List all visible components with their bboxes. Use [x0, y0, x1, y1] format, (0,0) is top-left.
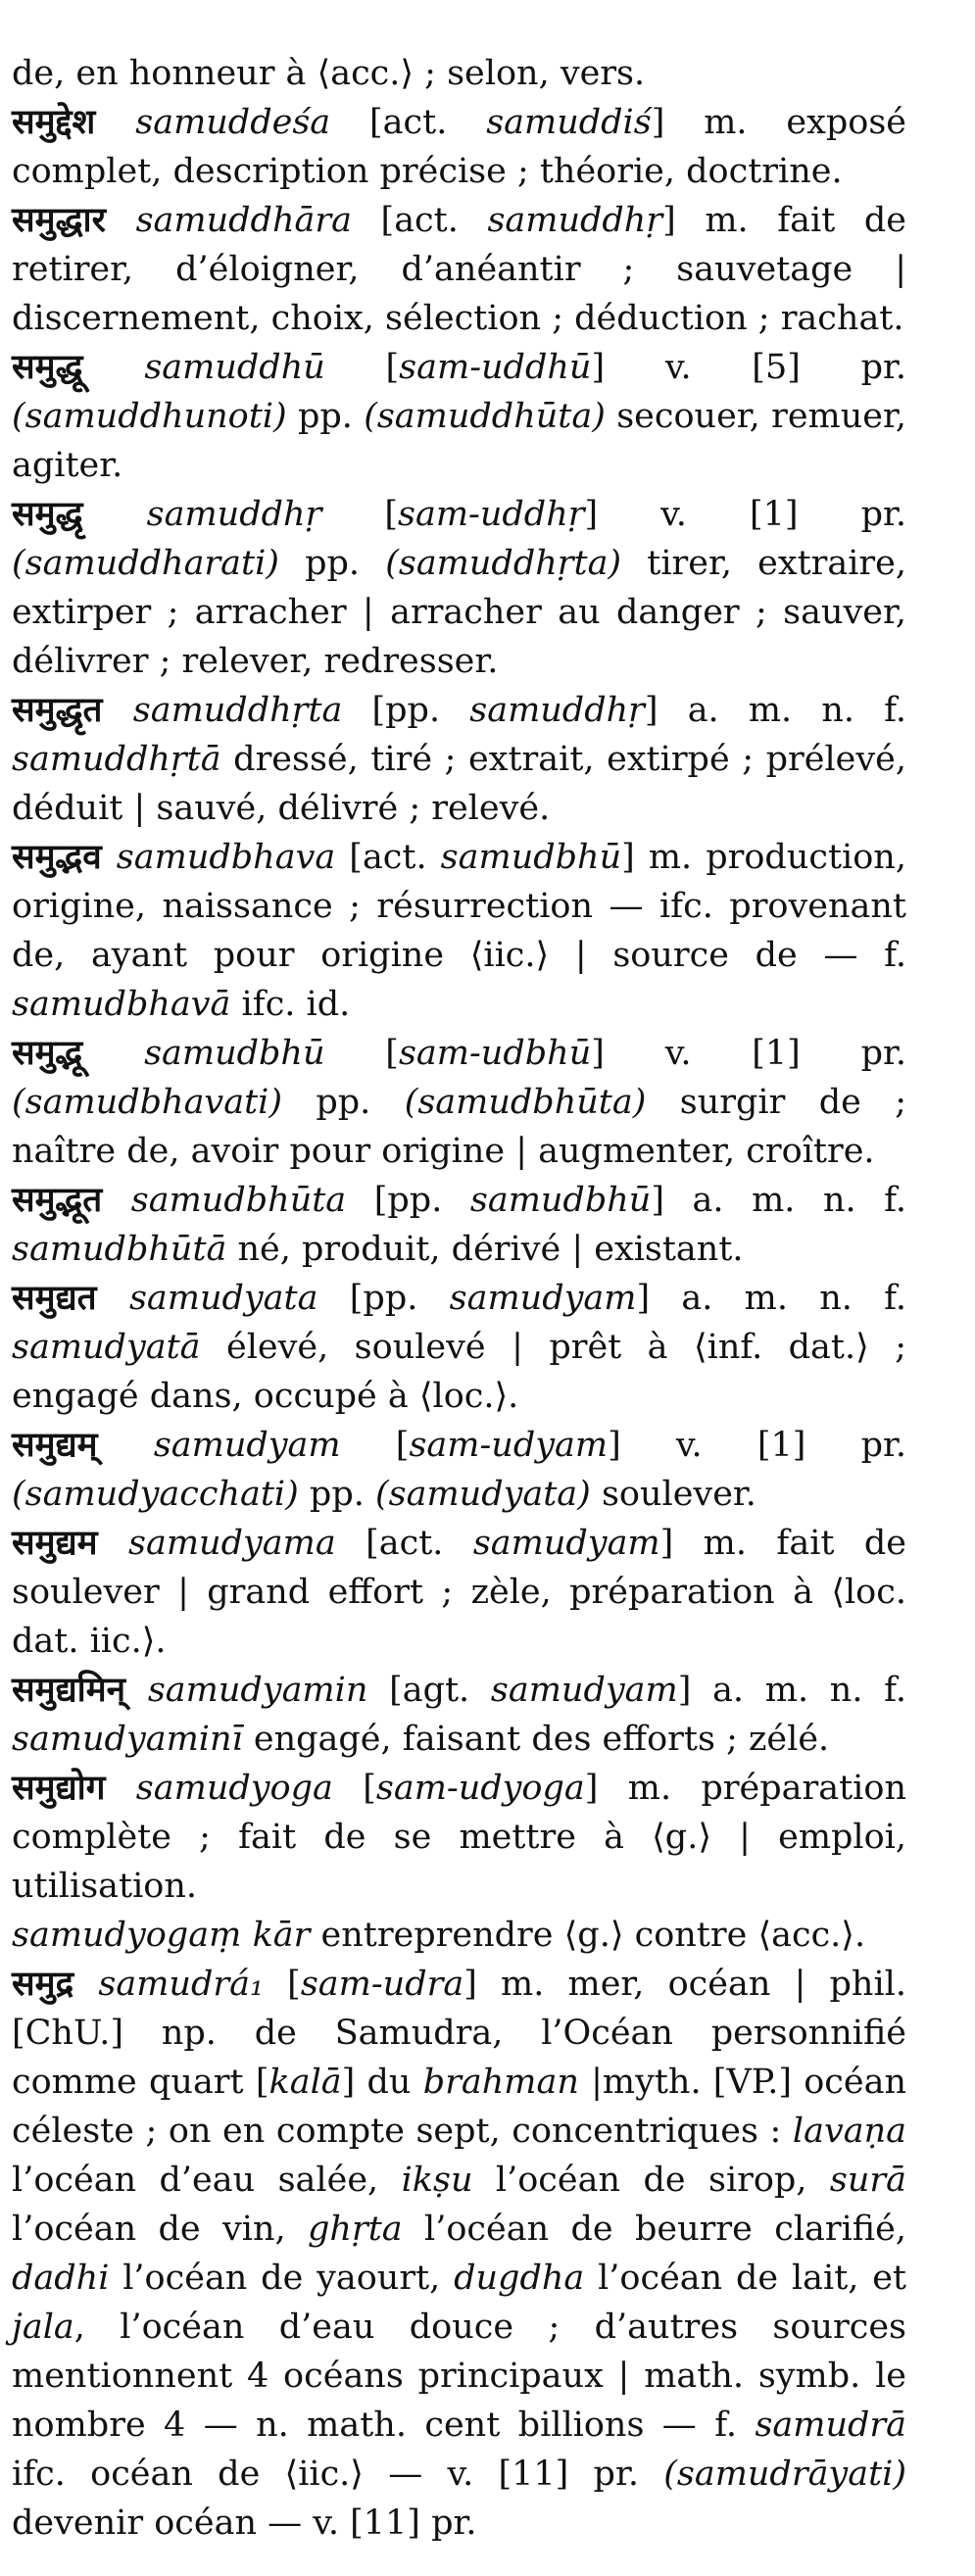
italic-term: ikṣu — [401, 2161, 473, 2200]
italic-term: samuddhṛ — [469, 691, 645, 730]
entry-text: pp. — [286, 397, 365, 436]
entry-text: ] m. production, origine, naissance ; résurrection — ifc. provenant de, ayant pour origine ⟨iic.⟩ | source de — f. — [12, 838, 906, 975]
entry-text: ] v. [1] pr. — [591, 1034, 907, 1073]
italic-term: samuddiś — [486, 103, 652, 142]
entry-text: devenir océan — v. [11] pr. — [12, 2503, 477, 2543]
italic-term: samudyata — [128, 1279, 318, 1318]
entry-text: ] a. m. n. f. — [644, 691, 906, 730]
italic-term: jala — [12, 2308, 74, 2347]
italic-term: sam-udyoga — [375, 1769, 585, 1808]
entry-text: l’océan de vin, — [12, 2210, 309, 2249]
italic-term: (samuddhūta) — [364, 397, 606, 436]
italic-term: samudyogaṃ kār — [12, 1916, 311, 1955]
entry-text: [pp. — [317, 1279, 450, 1318]
entry-text: l’océan d’eau salée, — [12, 2161, 402, 2200]
headword-devanagari: समुद्भव — [12, 837, 117, 877]
entry-text: l’océan de sirop, — [472, 2161, 830, 2200]
entry-text: |myth. [VP.] océan céleste ; on en compte sept, concentriques : — [12, 2063, 907, 2151]
italic-term: samudyoga — [135, 1769, 333, 1808]
italic-term: samudbhū — [469, 1181, 652, 1220]
entry-text: surgir de ; naître de, avoir pour origine | augmenter, croître. — [12, 1083, 906, 1171]
entry-text: [pp. — [342, 691, 470, 730]
entry-text: [ — [340, 1426, 410, 1465]
dictionary-entry — [12, 98, 906, 196]
headword-devanagari: समुद्र — [12, 1964, 99, 2004]
italic-term: samudbhū — [440, 838, 622, 877]
entry-text: ] v. [1] pr. — [608, 1426, 906, 1465]
dictionary-entry — [12, 1911, 906, 1960]
italic-term: (samuddhṛta) — [385, 544, 622, 583]
italic-term: samudyama — [128, 1524, 336, 1563]
italic-term: samuddhṛta — [132, 691, 343, 730]
entry-text: élevé, soulevé | prêt à ⟨inf. dat.⟩ ; engagé dans, occupé à ⟨loc.⟩. — [12, 1328, 906, 1416]
italic-term: samudyaminī — [12, 1720, 243, 1759]
italic-term: samudyam — [449, 1279, 637, 1318]
entry-text: ] m. préparation complète ; fait de se mettre à ⟨g.⟩ | emploi, utilisation. — [12, 1769, 906, 1906]
italic-term: (samudyacchati) — [12, 1475, 299, 1514]
headword-devanagari: समुद्योग — [12, 1768, 136, 1808]
italic-term: samudbhava — [116, 838, 336, 877]
italic-term: samudyatā — [12, 1328, 201, 1367]
headword-devanagari: समुद्यमिन् — [12, 1670, 148, 1710]
entry-text: [ — [324, 1034, 399, 1073]
headword-devanagari: समुद्यम — [12, 1523, 129, 1563]
entry-text: [act. — [351, 201, 488, 240]
dictionary-entry — [12, 1960, 906, 2548]
entry-text: né, produit, dérivé | existant. — [226, 1230, 744, 1269]
entry-text: [ — [332, 1769, 376, 1808]
entry-text: ] v. [1] pr. — [584, 495, 906, 534]
entry-text: ] du — [341, 2063, 423, 2102]
dictionary-entry — [12, 490, 906, 686]
dictionary-entry — [12, 686, 906, 833]
italic-term: samudbhū — [144, 1034, 325, 1073]
entry-text: ] a. m. n. f. — [677, 1671, 906, 1710]
dictionary-entry — [12, 1274, 906, 1421]
dictionary-entry — [12, 1519, 906, 1666]
entry-text: [ — [321, 495, 398, 534]
dictionary-entry — [12, 1666, 906, 1764]
italic-term: samudyamin — [147, 1671, 368, 1710]
italic-term: brahman — [422, 2063, 579, 2102]
headword-devanagari: समुद्भू — [12, 1033, 145, 1073]
entry-text: l’océan de yaourt, — [109, 2259, 455, 2298]
dictionary-entry — [12, 1176, 906, 1274]
entry-text: [act. — [330, 103, 487, 142]
entry-text: ] a. m. n. f. — [636, 1279, 907, 1318]
italic-term: samuddhṛ — [146, 495, 322, 534]
italic-term: (samudbhūta) — [404, 1083, 647, 1122]
headword-devanagari: समुद्देश — [12, 102, 136, 142]
entry-text: dressé, tiré ; extrait, extirpé ; prélevé, déduit | sauvé, délivré ; relevé. — [12, 740, 906, 828]
italic-term: dadhi — [12, 2259, 110, 2298]
dictionary-entry — [12, 196, 906, 343]
italic-term: samudyam — [490, 1671, 678, 1710]
entry-text: secouer, remuer, agiter. — [12, 397, 907, 485]
entry-text: l’océan de lait, et — [584, 2259, 906, 2298]
dictionary-entry — [12, 343, 906, 490]
italic-term: samuddhṛ — [487, 201, 663, 240]
dictionary-entry — [12, 1764, 906, 1911]
entry-text: , l’océan d’eau douce ; d’autres sources mentionnent 4 océans principaux | math. symb. le nombre 4 — n. math. cent billions — f. — [12, 2308, 906, 2445]
entry-text: tirer, extraire, extirper ; arracher | arracher au danger ; sauver, délivrer ; relever, redresser. — [12, 544, 906, 681]
entry-text: pp. — [298, 1475, 375, 1514]
headword-devanagari: समुद्यम् — [12, 1425, 154, 1465]
italic-term: (samudyata) — [374, 1475, 591, 1514]
headword-devanagari: समुद्धू — [12, 347, 145, 387]
entry-text: ] m. exposé complet, description précise ; théorie, doctrine. — [12, 103, 906, 191]
entry-text: ] m. fait de soulever | grand effort ; zèle, préparation à ⟨loc. dat. iic.⟩. — [12, 1524, 906, 1661]
entry-text: [act. — [335, 1524, 473, 1563]
dictionary-entry — [12, 833, 906, 1029]
italic-term: sam-udra — [300, 1965, 464, 2004]
italic-term: ghṛta — [308, 2210, 403, 2249]
entry-text: ] m. mer, océan | phil. [ChU.] np. de Samudra, l’Océan personnifié comme quart [ — [12, 1965, 906, 2102]
italic-term: (samudbhavati) — [12, 1083, 282, 1122]
headword-devanagari: समुद्धृ — [12, 494, 147, 534]
entry-text: entreprendre ⟨g.⟩ contre ⟨acc.⟩. — [310, 1916, 866, 1955]
italic-term: samuddhṛtā — [12, 740, 221, 779]
headword-devanagari: समुद्धार — [12, 200, 136, 240]
italic-term: sam-uddhṛ — [398, 495, 585, 534]
dictionary-entry — [12, 1029, 906, 1176]
entry-text: pp. — [281, 1083, 405, 1122]
italic-term: samuddhāra — [135, 201, 352, 240]
dictionary-entry — [12, 49, 906, 98]
italic-term: sam-uddhū — [399, 348, 592, 387]
italic-term: samudyam — [472, 1524, 660, 1563]
entry-text: l’océan de beurre clarifié, — [402, 2210, 906, 2249]
italic-term: surā — [829, 2161, 906, 2200]
italic-term: (samuddhunoti) — [12, 397, 287, 436]
entry-text: ifc. océan de ⟨iic.⟩ — v. [11] pr. — [12, 2454, 664, 2494]
entry-text: [agt. — [367, 1671, 491, 1710]
italic-term: samudyam — [153, 1426, 341, 1465]
entry-text: ] m. fait de retirer, d’éloigner, d’anéantir ; sauvetage | discernement, choix, sélection ; déduction ; rachat. — [12, 201, 906, 338]
italic-term: sam-udyam — [409, 1426, 609, 1465]
italic-term: lavaṇa — [792, 2112, 906, 2151]
italic-term: dugdha — [454, 2259, 585, 2298]
headword-devanagari: समुद्धृत — [12, 690, 133, 730]
entry-text: [ — [324, 348, 400, 387]
entry-text: ] v. [5] pr. — [591, 348, 906, 387]
entry-text: de, en honneur à ⟨acc.⟩ ; selon, vers. — [12, 54, 646, 93]
headword-devanagari: समुद्भूत — [12, 1180, 131, 1220]
italic-term: samudbhūtā — [12, 1230, 227, 1269]
entry-text: ifc. id. — [230, 985, 351, 1024]
headword-devanagari: समुद्यत — [12, 1278, 129, 1318]
entry-text: pp. — [278, 544, 386, 583]
entry-text: ] a. m. n. f. — [651, 1181, 907, 1220]
italic-term: (samudrāyati) — [663, 2454, 906, 2494]
entry-text: [ — [264, 1965, 301, 2004]
italic-term: sam-udbhū — [398, 1034, 592, 1073]
italic-term: samudrá₁ — [98, 1965, 264, 2004]
italic-term: samudbhūta — [130, 1181, 347, 1220]
italic-term: (samuddharati) — [12, 544, 279, 583]
italic-term: samudbhavā — [12, 985, 231, 1024]
entry-text: engagé, faisant des efforts ; zélé. — [242, 1720, 830, 1759]
italic-term: samuddeśa — [135, 103, 331, 142]
italic-term: samudrā — [755, 2406, 906, 2445]
italic-term: kalā — [268, 2063, 342, 2102]
entry-text: [pp. — [346, 1181, 470, 1220]
entry-text: soulever. — [590, 1475, 756, 1514]
entry-text: [act. — [335, 838, 441, 877]
italic-term: samuddhū — [144, 348, 325, 387]
dictionary-entry — [12, 1421, 906, 1519]
